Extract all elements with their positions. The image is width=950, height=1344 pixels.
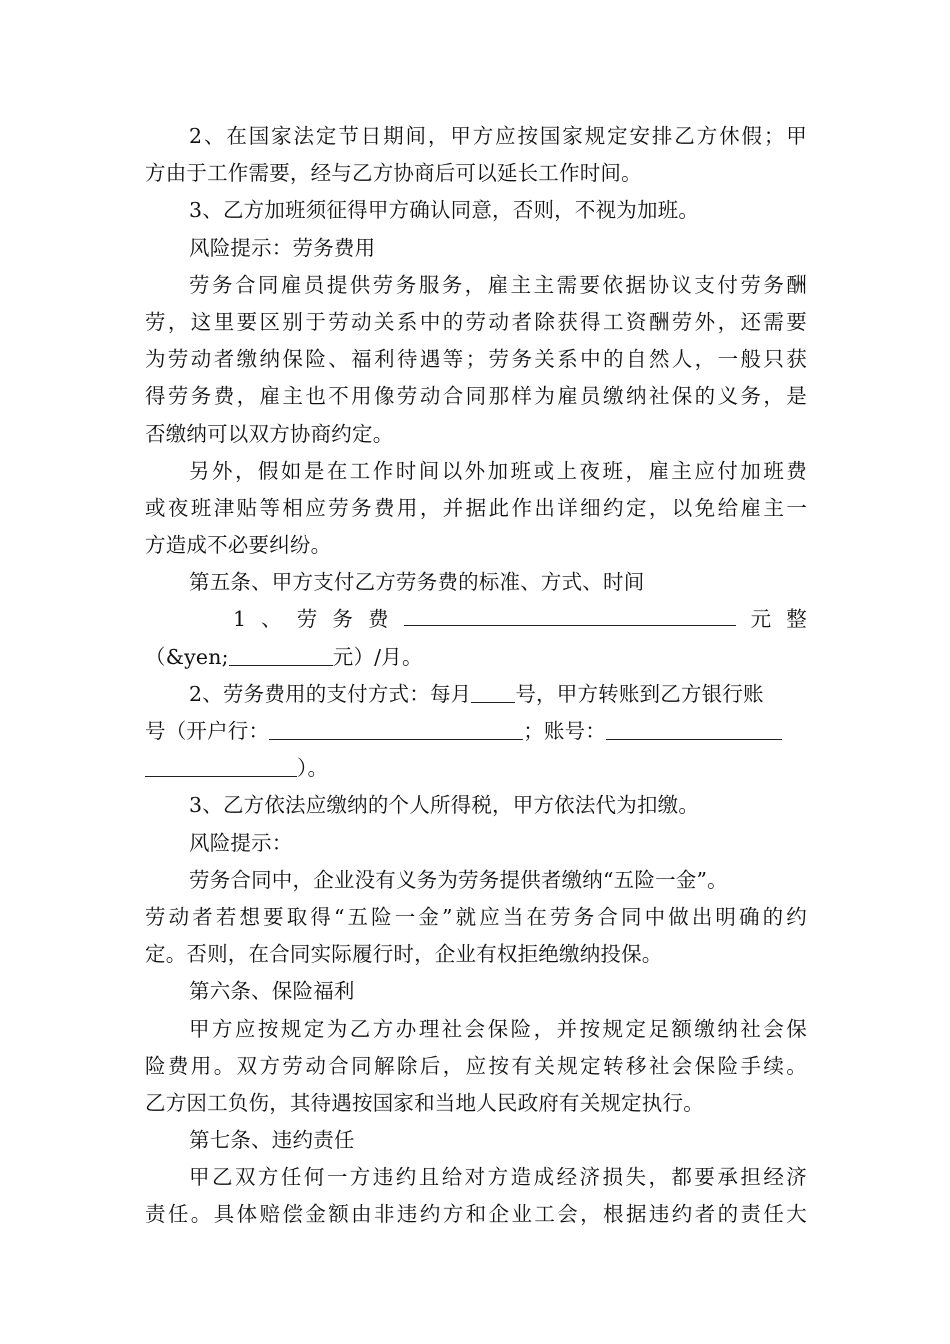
fee-char: 费 bbox=[368, 607, 389, 632]
paragraph-line: 甲乙双方任何一方违约且给对方造成经济损失，都要承担经济 bbox=[189, 1165, 807, 1190]
bank-account-line-2 bbox=[145, 750, 807, 787]
pay-day-blank[interactable] bbox=[471, 680, 515, 703]
document-body bbox=[145, 118, 807, 1234]
paragraph-line: 或夜班津贴等相应劳务费用，并据此作出详细约定，以免给雇主一 bbox=[145, 495, 807, 520]
section-heading: 第七条、违约责任 bbox=[189, 1128, 355, 1153]
paragraph-line: 定。否则，在合同实际履行时，企业有权拒绝缴纳投保。 bbox=[145, 942, 663, 967]
paragraph-line: 另外，假如是在工作时间以外加班或上夜班，雇主应付加班费 bbox=[189, 458, 807, 483]
fee-separator: 、 bbox=[261, 607, 282, 632]
paragraph-line: 得劳务费，雇主也不用像劳动合同那样为雇员缴纳社保的义务，是 bbox=[145, 384, 807, 409]
fee-char: 劳 bbox=[296, 607, 318, 632]
account-number-blank[interactable] bbox=[606, 717, 782, 740]
fee-yen-prefix: （&yen; bbox=[145, 644, 229, 669]
section-heading: 第六条、保险福利 bbox=[189, 979, 355, 1004]
fee-unit: 整 bbox=[786, 607, 807, 632]
account-number-blank-cont[interactable] bbox=[145, 754, 297, 777]
paragraph-line: 方造成不必要纠纷。 bbox=[145, 533, 332, 558]
paragraph-line: 乙方因工负伤，其待遇按国家和当地人民政府有关规定执行。 bbox=[145, 1090, 704, 1115]
paragraph-line: 劳动者若想要取得“五险一金”就应当在劳务合同中做出明确的约 bbox=[145, 904, 807, 929]
bank-text: ；账号： bbox=[523, 719, 607, 743]
bank-name-blank[interactable] bbox=[269, 717, 523, 740]
payment-method-line bbox=[145, 676, 807, 713]
paragraph-line: 2、在国家法定节日期间，甲方应按国家规定安排乙方休假；甲 bbox=[189, 124, 807, 148]
paragraph-line: 否缴纳可以双方协商约定。 bbox=[145, 421, 394, 446]
section-heading: 第五条、甲方支付乙方劳务费的标准、方式、时间 bbox=[189, 570, 645, 595]
section-heading: 风险提示：劳务费用 bbox=[189, 235, 376, 260]
section-heading: 风险提示： bbox=[189, 830, 293, 855]
paragraph-line: 劳务合同中，企业没有义务为劳务提供者缴纳“五险一金”。 bbox=[189, 867, 728, 892]
paragraph-line: 险费用。双方劳动合同解除后，应按有关规定转移社会保险手续。 bbox=[145, 1053, 807, 1078]
fee-yen-suffix: 元）/月。 bbox=[332, 644, 423, 669]
paragraph-line: 方由于工作需要，经与乙方协商后可以延长工作时间。 bbox=[145, 161, 642, 186]
fee-number: 1 bbox=[233, 607, 247, 632]
paragraph-line: 责任。具体赔偿金额由非违约方和企业工会，根据违约者的责任大 bbox=[145, 1202, 807, 1227]
paragraph-line: 甲方应按规定为乙方办理社会保险，并按规定足额缴纳社会保 bbox=[189, 1016, 807, 1041]
bank-account-line bbox=[145, 713, 807, 750]
fee-amount-blank[interactable] bbox=[404, 603, 736, 626]
paragraph-line: 3、乙方加班须征得甲方确认同意，否则，不视为加班。 bbox=[189, 198, 700, 223]
paragraph-line: 为劳动者缴纳保险、福利待遇等；劳务关系中的自然人，一般只获 bbox=[145, 347, 807, 372]
payment-method-text: 2、劳务费用的支付方式：每月 bbox=[189, 681, 472, 706]
fee-amount-line-2 bbox=[145, 639, 807, 676]
fee-amount-line bbox=[145, 601, 807, 638]
fee-unit: 元 bbox=[750, 607, 772, 632]
bank-text: ）。 bbox=[297, 756, 329, 781]
fee-yen-blank[interactable] bbox=[229, 643, 333, 666]
payment-method-text: 号，甲方转账到乙方银行账 bbox=[515, 681, 764, 706]
fee-char: 务 bbox=[332, 607, 354, 632]
paragraph-line: 劳务合同雇员提供劳务服务，雇主主需要依据协议支付劳务酬 bbox=[189, 272, 807, 297]
paragraph-line: 3、乙方依法应缴纳的个人所得税，甲方依法代为扣缴。 bbox=[189, 793, 700, 818]
bank-text: 号（开户行： bbox=[145, 719, 270, 743]
paragraph-line: 劳，这里要区别于劳动关系中的劳动者除获得工资酬劳外，还需要 bbox=[145, 309, 807, 334]
